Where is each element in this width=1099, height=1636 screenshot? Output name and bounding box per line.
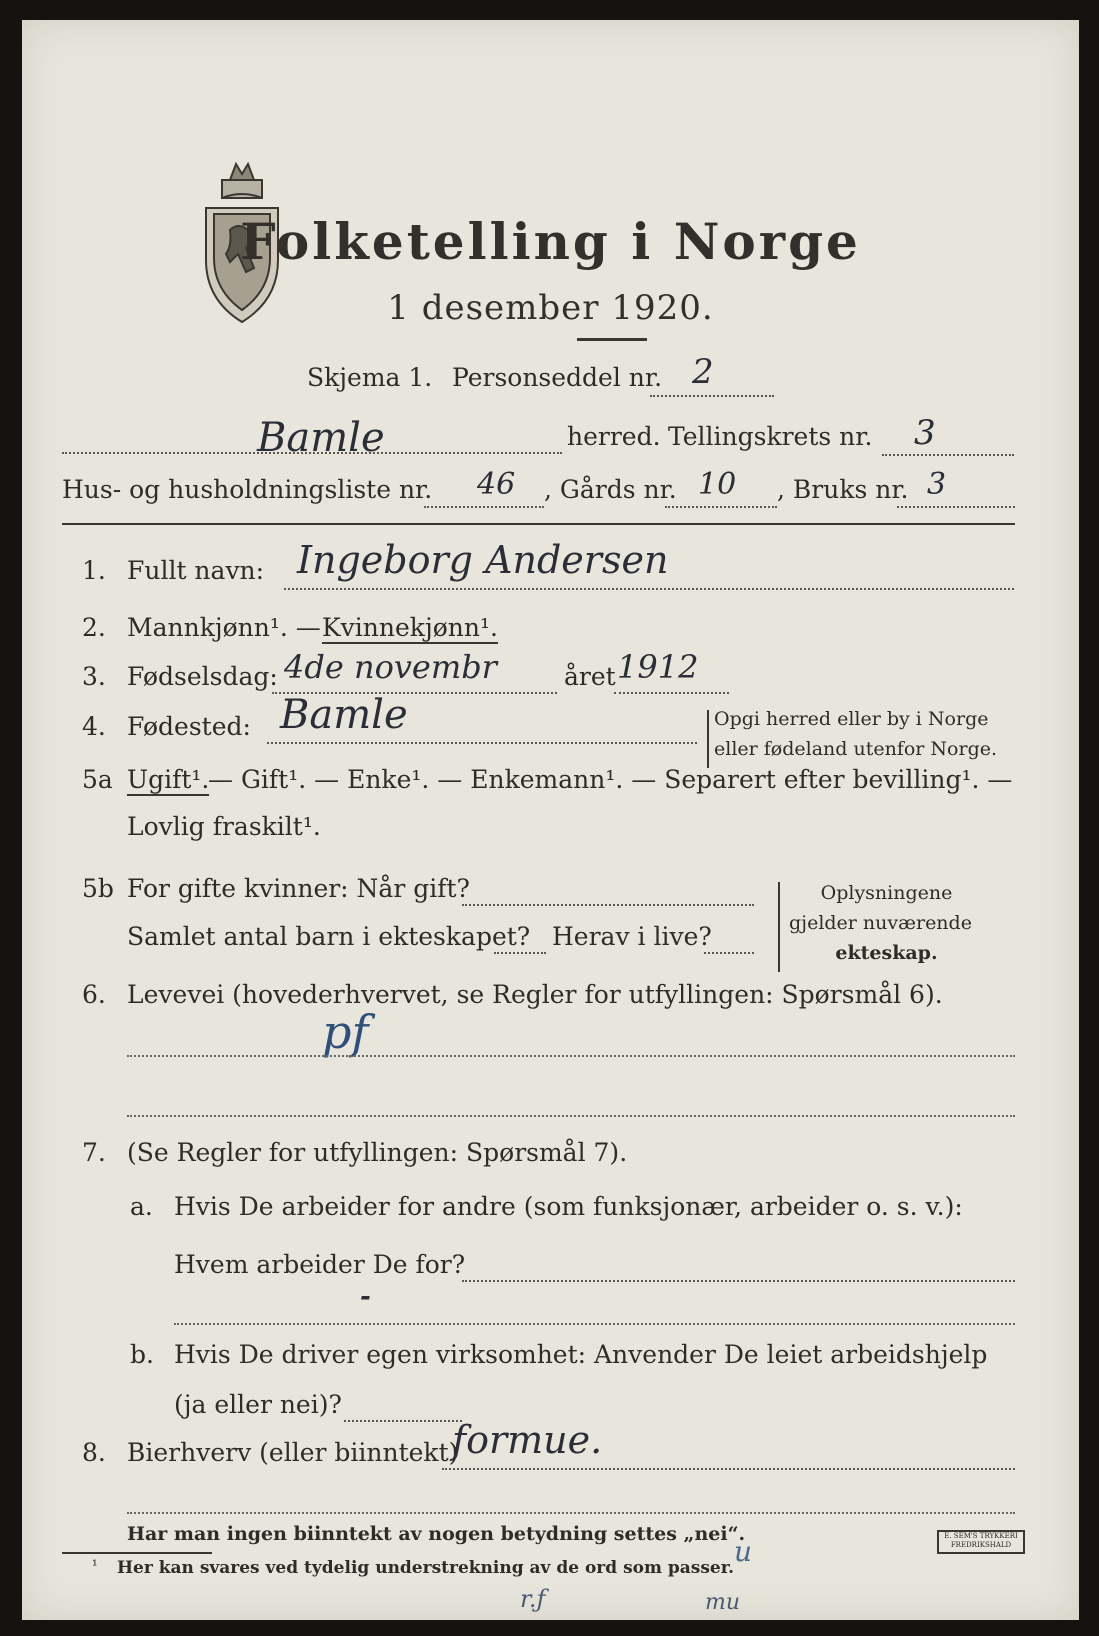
q2-female-underlined[interactable]: Kvinnekjønn¹. <box>322 613 498 642</box>
printer-stamp: E. SEM'S TRYKKERI FREDRIKSHALD <box>937 1530 1025 1554</box>
side-income-value[interactable]: formue. <box>452 1418 603 1462</box>
q5b-label-3: Herav i live? <box>552 922 712 951</box>
form-title: Folketelling i Norge <box>240 212 861 271</box>
q3-label: Fødselsdag: <box>127 662 278 691</box>
q4-label: Fødested: <box>127 712 251 741</box>
q5b-note-1: Oplysningene <box>820 882 953 904</box>
bruks-label: , Bruks nr. <box>777 475 909 504</box>
q5b-label-1: For gifte kvinner: Når gift? <box>127 874 470 903</box>
q4-note-2: eller fødeland utenfor Norge. <box>714 738 998 760</box>
q5a-options: — Gift¹. — Enke¹. — Enkemann¹. — Separert efter bevilling¹. — <box>208 765 1013 794</box>
bruks-value[interactable]: 3 <box>927 467 947 502</box>
full-name-value[interactable]: Ingeborg Andersen <box>297 538 669 582</box>
q6-label: Levevei (hovederhvervet, se Regler for utfyllingen: Spørsmål 6). <box>127 980 943 1009</box>
q7-label: (Se Regler for utfyllingen: Spørsmål 7). <box>127 1138 628 1167</box>
q7b-label-1: Hvis De driver egen virksomhet: Anvender De leiet arbeidshjelp <box>174 1340 988 1369</box>
header-rule <box>62 523 1015 525</box>
q5b-note-3: ekteskap. <box>835 942 938 964</box>
birthplace-value[interactable]: Bamle <box>280 692 408 738</box>
herred-value[interactable]: Bamle <box>257 415 385 461</box>
q8-label: Bierhverv (eller biinntekt) <box>127 1438 459 1467</box>
ugift-underlined[interactable]: Ugift¹. <box>127 765 210 794</box>
q1-label: Fullt navn: <box>127 556 265 585</box>
census-form-sheet: Folketelling i Norge 1 desember 1920. Skjema 1. Personseddel nr. 2 Bamle herred. Tellingskrets nr. 3 Hus- og husholdningsliste nr. 46 , Gårds nr. 10 , Bruks nr. 3 1. Fullt navn: Ingeborg Andersen 2. Mannkjønn¹. — Kvinnekjønn¹. 3. Fødselsdag: 4de novembr året 1912 4. Fødested: Bamle Opgi herred eller by i Norge eller fødeland utenfor Norge. 5a Ugift¹. — Gift¹. — Enke¹. — Enkemann¹. — Separert efter bevilling¹. — Lovlig fraskilt¹. 5b For gifte kvinner: Når gift? Samlet antal barn i ekteskapet? Herav i live? Oplysningene gjelder nuværende ekteskap. 6. Levevei (hovederhvervet, se Regler for utfyllingen: Spørsmål 6). pf 7. (Se Regler for utfyllingen: Spørsmål 7). a. Hvis De arbeider for andre (som funksjonær, arbeider o. s. v.): Hvem arbeider De for? - b. Hvis De driver egen virksomhet: Anvender De leiet arbeidshjelp (ja eller nei)? 8. Bierhverv (eller biinntekt) formue. Har man ingen biinntekt av nogen betydning settes „nei“. ¹ Her kan svares ved tydelig understrekning av de ord som passer. u r.ƒ mu E. SEM'S TRYKKERI FREDRIKSHALD <box>22 20 1079 1620</box>
personseddel-value[interactable]: 2 <box>692 352 714 392</box>
scribble-c: mu <box>705 1590 741 1615</box>
census-date: 1 desember 1920. <box>387 288 714 328</box>
scribble-a: u <box>734 1535 753 1568</box>
biinntekt-note: Har man ingen biinntekt av nogen betydning settes „nei“. <box>127 1523 746 1545</box>
tellingskrets-label: Tellingskrets nr. <box>668 422 873 451</box>
year-label: året <box>564 662 616 691</box>
birth-year-value[interactable]: 1912 <box>617 648 699 686</box>
q5b-note-2: gjelder nuværende <box>789 912 972 934</box>
footnote-rule <box>62 1552 212 1554</box>
scribble-b: r.ƒ <box>520 1585 546 1613</box>
birthday-value[interactable]: 4de novembr <box>284 648 497 686</box>
employer-value[interactable]: - <box>360 1282 371 1312</box>
q5b-label-2: Samlet antal barn i ekteskapet? <box>127 922 531 951</box>
title-separator <box>577 338 647 341</box>
personseddel-label: Personseddel nr. <box>452 363 663 392</box>
skjema-label: Skjema 1. <box>307 363 433 392</box>
q2-male: Mannkjønn¹. — <box>127 613 321 642</box>
gards-label: , Gårds nr. <box>544 475 677 504</box>
herred-label: herred. <box>567 422 661 451</box>
q4-note-1: Opgi herred eller by i Norge <box>714 708 989 730</box>
occupation-value[interactable]: pf <box>322 1005 369 1059</box>
hus-label: Hus- og husholdningsliste nr. <box>62 475 433 504</box>
q7a-label-2: Hvem arbeider De for? <box>174 1250 466 1279</box>
q5a-line2: Lovlig fraskilt¹. <box>127 812 321 841</box>
footnote-text: Her kan svares ved tydelig understrekning av de ord som passer. <box>117 1558 735 1578</box>
gards-value[interactable]: 10 <box>698 467 737 502</box>
hus-value[interactable]: 46 <box>477 467 516 502</box>
q7b-label-2: (ja eller nei)? <box>174 1390 342 1419</box>
tellingskrets-value[interactable]: 3 <box>914 413 936 453</box>
q7a-label-1: Hvis De arbeider for andre (som funksjonær, arbeider o. s. v.): <box>174 1192 963 1221</box>
